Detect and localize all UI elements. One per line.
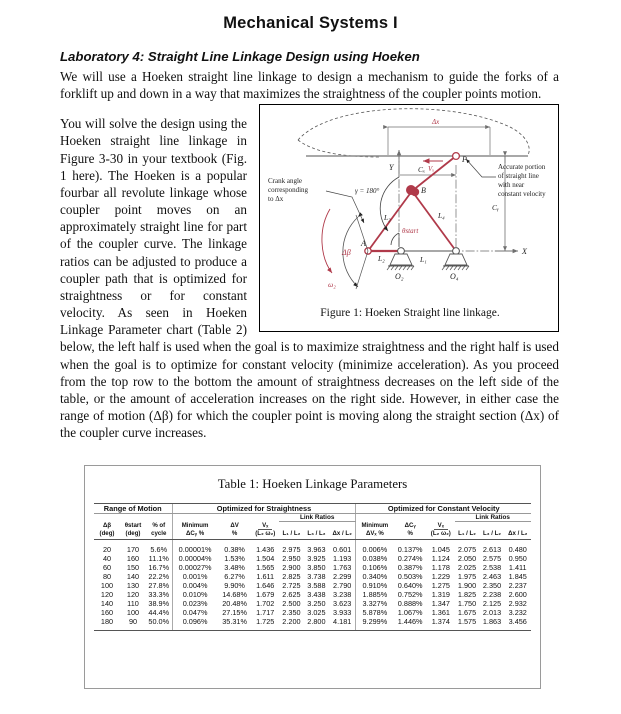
table-row [94,540,531,555]
table-cell: 0.888% [397,599,423,609]
col-l3l2-straightness: L₃ / L₂ [304,522,329,540]
table-cell: 1.575 [455,617,480,631]
table-cell: 100 [100,581,114,591]
table-cell: 0.038% [356,554,393,563]
document-page [0,14,621,714]
table-cell: 40 [102,554,112,564]
table-cell: 22.2% [148,572,170,582]
table-cell: 1.863 [480,617,505,631]
table-title: Table 1: Hoeken Linkage Parameters [217,477,408,491]
table-cell: 1.374 [427,617,454,631]
table-cell: 0.503% [397,572,423,582]
table-cell: 3.238 [333,590,352,600]
table-cell: 90 [120,617,146,631]
figure-label-l1: L₁ [420,255,427,265]
table-cell: 2.790 [333,581,352,591]
table-row [94,590,531,599]
table-cell: 2.200 [279,617,304,631]
table-cell: 1.067% [397,608,423,618]
page-title: Mechanical Systems I [223,14,398,32]
table-cell: 1.725 [252,617,279,631]
table-cell: 1.611 [256,572,275,582]
table-cell: 1.178 [431,563,450,573]
table-cell: 130 [126,581,140,591]
table-subheader-row [94,522,531,540]
lab-heading: Laboratory 4: Straight Line Linkage Design using Hoeken [60,49,420,64]
figure-label-delta-x: Δx [432,118,440,127]
table-cell: 20.48% [222,599,247,609]
col-l3l2-velocity: L₃ / L₂ [480,522,505,540]
table-cell: 2.600 [508,590,527,600]
table-cell: 1.045 [431,545,450,555]
col-l1l2-velocity: L₁ / L₂ [455,522,480,540]
table-cell: 1.845 [508,572,527,582]
group-range-of-motion: Range of Motion [94,504,172,514]
col-theta-start: θstart (deg) [120,522,146,540]
col-dxl2-straightness: Δx / L₂ [329,522,356,540]
table-cell: 2.575 [482,554,502,564]
table-cell: 110 [127,599,139,609]
pivot-o4 [442,248,469,281]
table-cell: 1.446% [393,617,427,631]
table-cell: 20 [102,545,112,555]
table-cell: 0.001% [172,572,218,581]
col-delta-v: ΔV % [218,522,252,540]
table-cell: 2.075 [457,545,477,555]
table-cell: 1.717 [256,608,275,618]
table-cell: 1.750 [457,599,477,609]
table-cell: 27.15% [222,608,247,618]
table-cell: 1.275 [431,581,450,591]
table-cell: 2.932 [508,599,527,609]
col-min-dvx: Minimum ΔVₓ % [356,522,393,540]
table-cell: 1.347 [431,599,450,609]
paragraph-intro: We will use a Hoeken straight line linkage to design a mechanism to guide the forks of a forklift up and down in a way that maximizes the straightness of the coupler points motion. [60,69,559,102]
table-cell: 3.456 [505,617,532,631]
figure-label-cy: Cᵧ [492,203,499,213]
table-cell: 1.763 [333,563,352,573]
table-cell: 0.006% [356,540,393,555]
table-cell: 14.68% [222,590,247,600]
col-dcy-velocity: ΔCᵧ % [393,522,427,540]
table-cell: 1.436 [256,545,275,555]
table-cell: 0.480 [508,545,527,555]
table-cell: 3.963 [307,545,326,555]
col-l1l2-straightness: L₁ / L₂ [279,522,304,540]
table-cell: 44.4% [148,608,170,618]
table-body [94,540,531,631]
table-cell: 120 [126,590,140,600]
table-cell: 1.504 [256,554,275,564]
table-cell: 0.004% [172,581,218,590]
figure-label-y-axis: Y [389,163,394,173]
table-cell: 38.9% [148,599,170,609]
table-cell: 0.010% [172,590,218,599]
table-cell: 140 [126,572,140,582]
table-cell: 0.047% [172,608,218,617]
table-cell: 0.340% [356,572,393,581]
table-cell: 3.588 [307,581,326,591]
table-cell: 0.274% [397,554,423,564]
table-cell: 3.925 [307,554,326,564]
table-cell: 0.601 [333,545,352,555]
table-cell: 1.229 [431,572,450,582]
table-cell: 1.900 [457,581,477,591]
figure-caption: Figure 1: Hoeken Straight line linkage. [320,307,500,320]
table-cell: 11.1% [148,554,169,564]
table-cell: 0.752% [397,590,423,600]
figure-label-omega2: ω₂ [328,280,336,290]
group-optimized-straightness: Optimized for Straightness [172,504,356,514]
table-cell: 2.237 [508,581,527,591]
table-cell: 6.27% [224,572,245,582]
group-optimized-constant-velocity: Optimized for Constant Velocity [356,504,531,514]
col-dxl2-velocity: Δx / L₂ [505,522,532,540]
table-cell: 1.319 [431,590,450,600]
figure-label-theta-start: θstart [402,227,419,236]
hoeken-parameters-table [94,503,531,631]
table-cell: 16.7% [148,563,170,573]
table-cell: 0.910% [356,581,393,590]
table-cell: 2.299 [333,572,352,582]
table-cell: 0.096% [172,617,218,631]
figure-label-delta-beta: Δβ [342,248,351,258]
table-cell: 2.125 [482,599,502,609]
table-row [94,599,531,608]
table-cell: 1.975 [457,572,477,582]
table-linkratios-header-row [94,514,531,522]
figure-label-a: A [361,239,366,249]
table-cell: 2.900 [282,563,301,573]
table-cell: 0.00001% [172,540,218,555]
table-cell: 2.538 [482,563,502,573]
figure-label-vx: Vₓ [428,165,435,174]
col-vx-straightness: Vₓ (L₂ ω₂) [252,522,279,540]
table-cell: 0.38% [224,545,245,555]
table-cell: 140 [100,599,114,609]
table-row [94,563,531,572]
table-cell: 1.702 [256,599,275,609]
table-cell: 2.025 [457,563,477,573]
table-cell: 0.950 [508,554,527,564]
col-vx-velocity: Vₓ (L₂ ω₂) [427,522,454,540]
figure-label-p: P [462,155,467,165]
table-cell: 0.387% [397,563,423,573]
table-cell: 2.238 [482,590,502,600]
table-cell: 160 [100,608,114,618]
table-cell: 33.3% [148,590,170,600]
table-cell: 5.6% [150,545,168,555]
table-cell: 3.850 [307,563,326,573]
table-cell: 0.00004% [172,554,218,563]
table-cell: 3.738 [307,572,326,582]
table-cell: 2.725 [282,581,301,591]
table-cell: 0.106% [356,563,393,572]
table-cell: 1.53% [224,554,245,564]
table-cell: 1.885% [356,590,393,599]
table-cell: 2.350 [282,608,301,618]
table-1-container [84,465,541,689]
table-cell: 80 [102,572,112,582]
table-row [94,581,531,590]
link-ratios-header-straightness: Link Ratios [279,514,356,522]
table-cell: 1.646 [256,581,275,591]
pivot-o2 [387,248,414,281]
table-cell: 4.181 [329,617,356,631]
table-cell: 9.299% [356,617,393,631]
table-cell: 120 [100,590,114,600]
figure-1 [259,104,559,332]
table-cell: 0.640% [397,581,423,591]
figure-label-l2: L₂ [378,254,385,264]
table-cell: 2.625 [282,590,301,600]
table-cell: 2.825 [282,572,301,582]
table-cell: 2.975 [282,545,301,555]
table-cell: 2.463 [482,572,502,582]
body-text-region [60,68,559,441]
table-row [94,608,531,617]
table-cell: 2.350 [482,581,502,591]
table-cell: 3.232 [508,608,527,618]
table-cell: 5.878% [356,608,393,617]
table-cell: 2.950 [282,554,301,564]
table-cell: 1.124 [431,554,450,564]
hoeken-linkage-diagram [260,105,559,332]
figure-annotation-left: Crank angle corresponding to Δx [268,177,309,204]
table-cell: 3.933 [333,608,352,618]
table-cell: 1.361 [431,608,450,618]
table-cell: 35.31% [218,617,252,631]
table-cell: 180 [94,617,120,631]
table-cell: 2.613 [482,545,502,555]
table-cell: 1.565 [256,563,275,573]
table-cell: 160 [126,554,140,564]
table-cell: 170 [126,545,140,555]
table-cell: 150 [126,563,140,573]
table-cell: 0.023% [172,599,218,608]
svg-text:O₂: O₂ [395,272,404,282]
table-cell: 3.48% [224,563,245,573]
figure-label-b: B [421,186,426,196]
table-cell: 2.050 [457,554,477,564]
table-cell: 3.438 [307,590,326,600]
table-cell: 60 [102,563,112,573]
figure-label-l4: L₄ [438,211,445,221]
table-row [94,572,531,581]
table-cell: 1.679 [256,590,275,600]
col-pct-cycle: % of cycle [146,522,172,540]
table-group-header-row [94,504,531,514]
table-cell: 2.800 [304,617,329,631]
table-row [94,617,531,631]
table-cell: 27.8% [148,581,170,591]
figure-annotation-right: Accurate portion of straight line with near constant velocity [498,163,546,199]
figure-label-cx: Cₓ [418,165,426,175]
table-cell: 0.00027% [172,563,218,572]
table-cell: 9.90% [224,581,245,591]
figure-label-x-axis: X [522,247,527,257]
table-cell: 2.013 [482,608,502,618]
table-cell: 100 [126,608,140,618]
table-cell: 3.623 [333,599,352,609]
table-cell: 0.137% [397,545,423,555]
table-row [94,554,531,563]
table-cell: 1.193 [333,554,352,564]
figure-label-l3: L₃ [384,213,391,223]
table-cell: 3.327% [356,599,393,608]
table-cell: 1.675 [457,608,477,618]
col-min-dcy: Minimum ΔCᵧ % [172,522,218,540]
col-delta-beta: Δβ (deg) [94,522,120,540]
link-ratios-header-velocity: Link Ratios [455,514,531,522]
table-cell: 50.0% [146,617,172,631]
table-cell: 3.250 [307,599,326,609]
table-cell: 1.825 [457,590,477,600]
table-cell: 1.411 [508,563,527,573]
svg-text:O₄: O₄ [450,272,459,282]
figure-label-gamma: γ = 180° [355,187,380,196]
table-cell: 2.500 [282,599,301,609]
paragraph-body: You will solve the design using the Hoeken straight line linkage in Figure 3-30 in your textbook (Fig. 1 here). The Hoeken is a popular fourbar all revolute linkage whose coupler point moves on an approximately straight line for part of the coupler curve. The linkage ratios can be adjusted to produce a coupler path that is optimized for straightness or for constant velocity. As seen in Hoeken Linkage Parameter chart (Table 2) below, the left half is used when the goal is to maximize straightness and the right half is used when the goal is to optimize for constant velocity (minimize acceleration). As you proceed from the top row to the bottom the amount of straightness decreases on the left side of the table, or the amount of acceleration increases on the right side. However, in either case the range of motion (Δβ) for which the coupler point is moving along the straight section (Δx) of the coupler curve increases. [60,116,559,441]
table-cell: 3.025 [307,608,326,618]
